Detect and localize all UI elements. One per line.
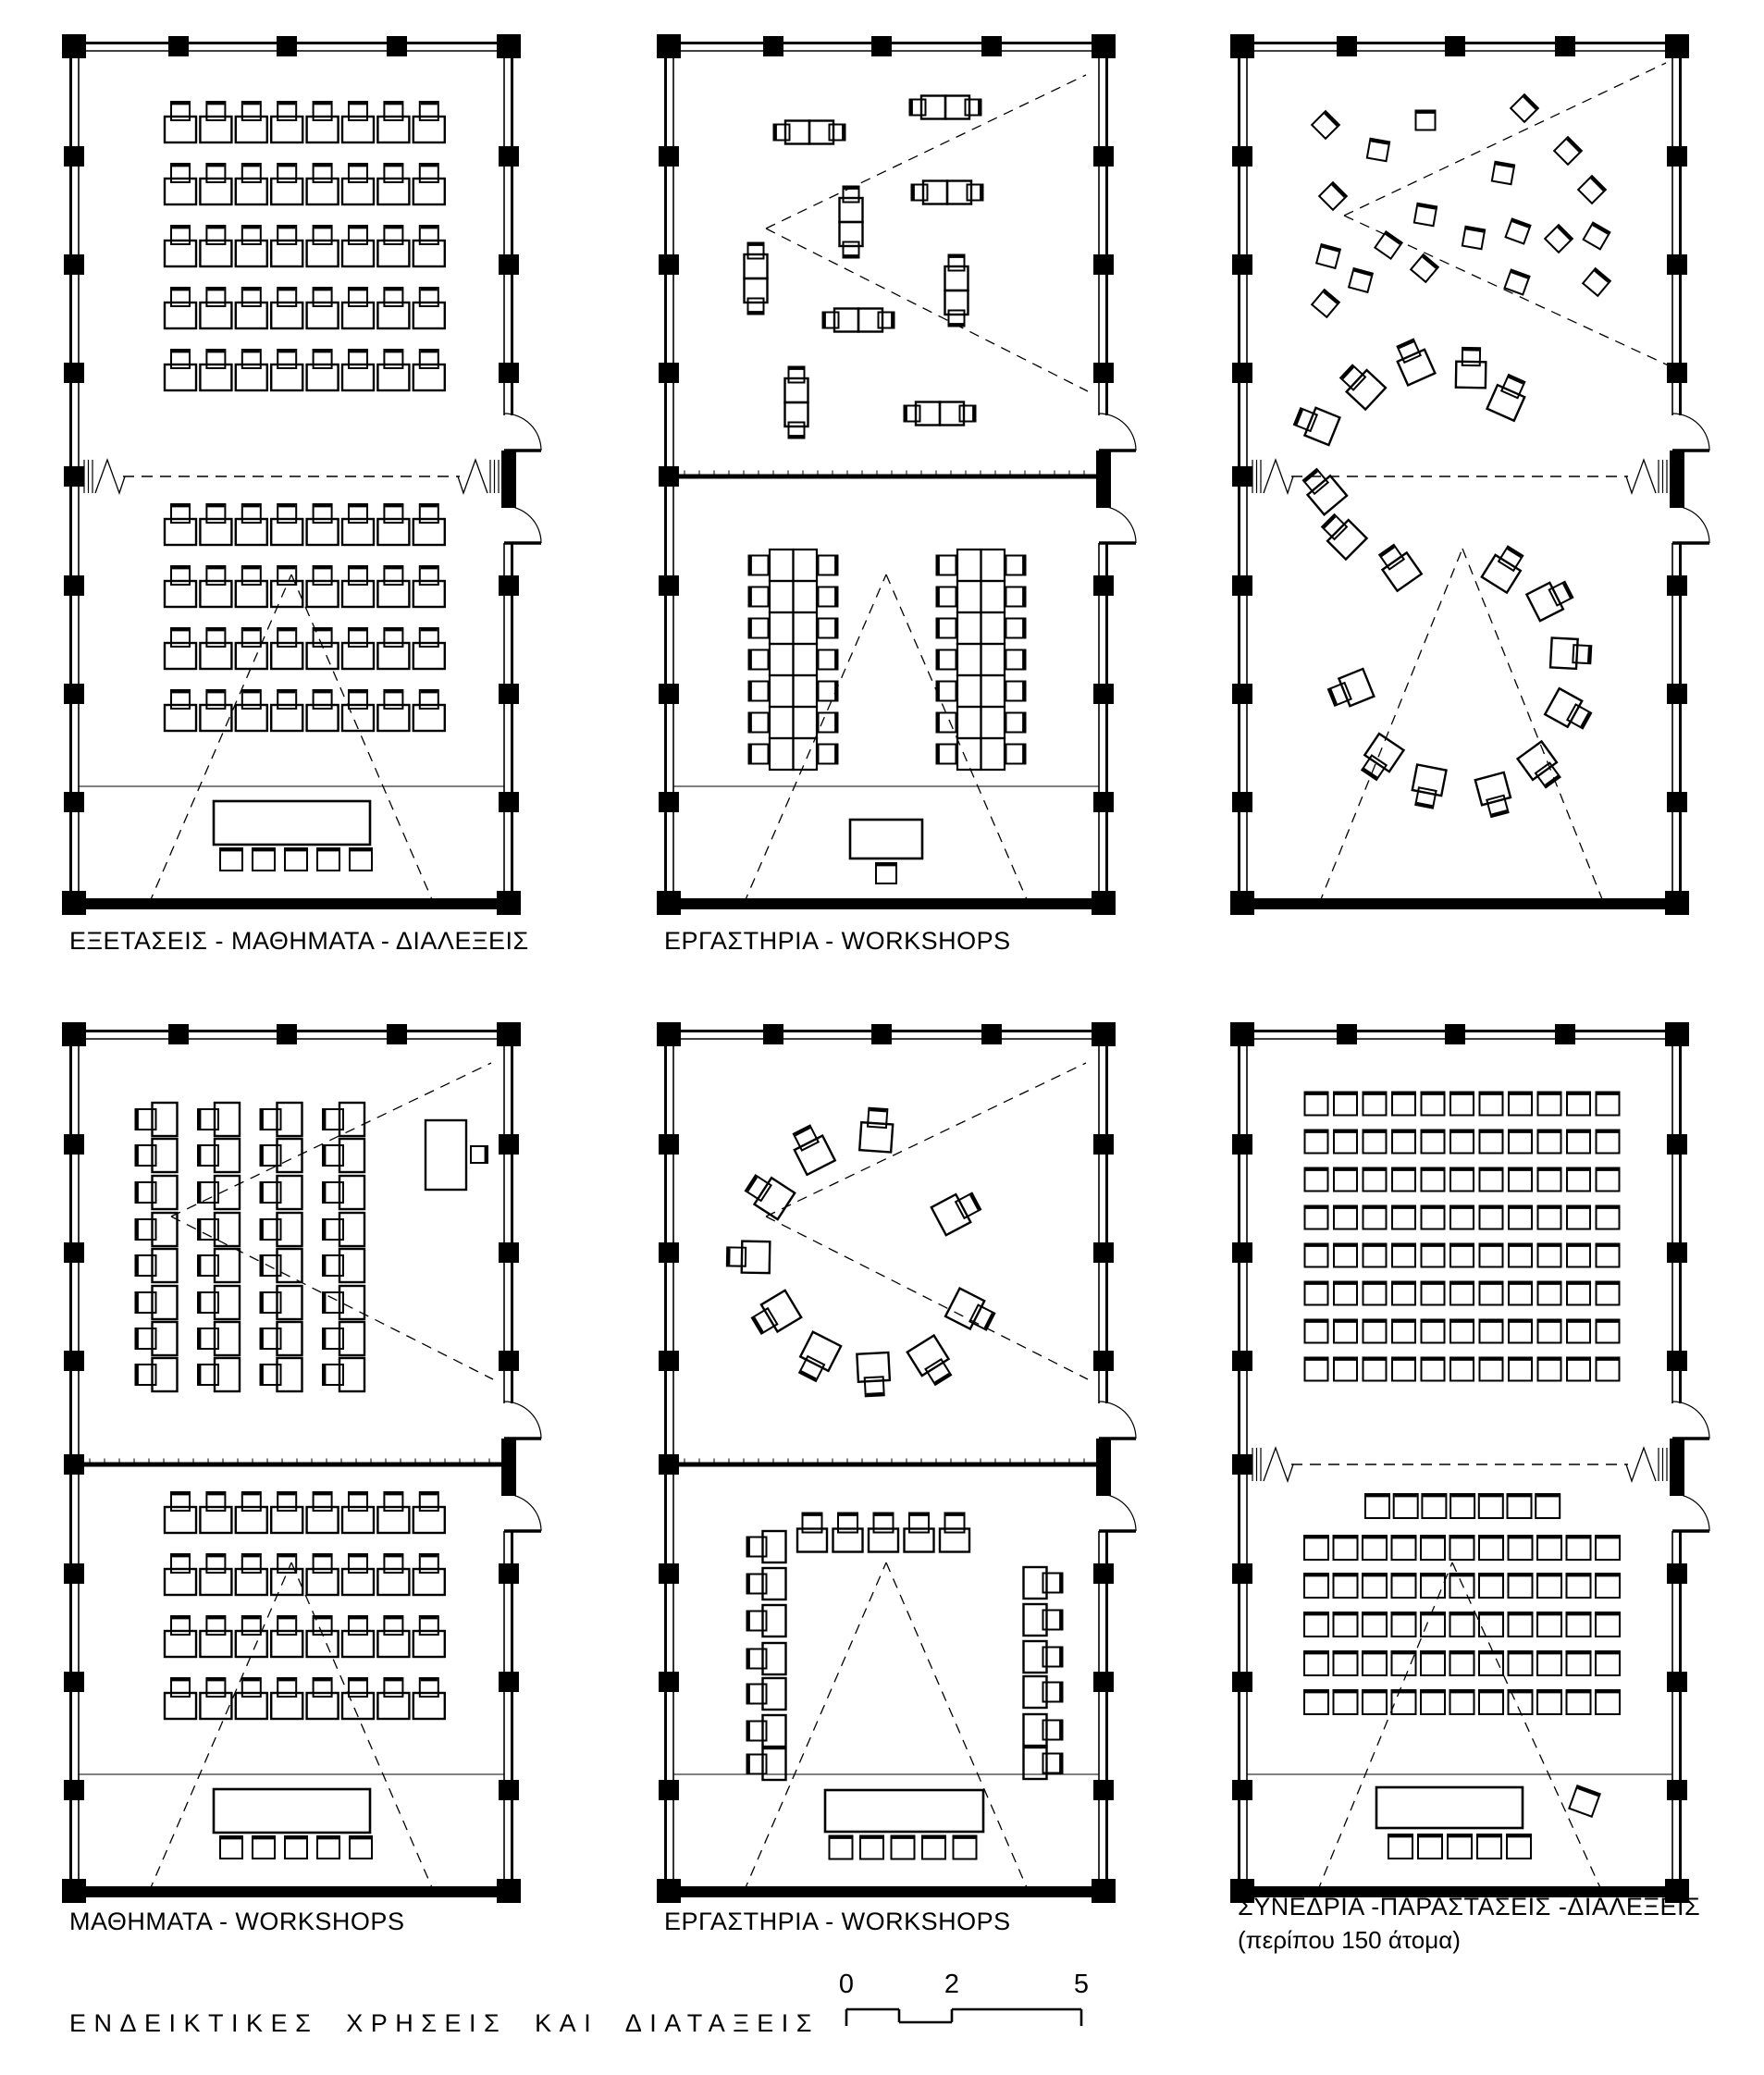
floor-plan-workshops-bottom [653, 1019, 1171, 1910]
floor-plan-open-seating [1227, 31, 1745, 922]
floor-plan-conferences [1227, 1019, 1745, 1910]
plan-label-exams: ΕΞΕΤΑΣΕΙΣ - ΜΑΘΗΜΑΤΑ - ΔΙΑΛΕΞΕΙΣ [69, 927, 529, 955]
svg-text:5: 5 [1073, 1970, 1090, 1999]
plan-label-conferences: ΣΥΝΕΔΡΙΑ -ΠΑΡΑΣΤΑΣΕΙΣ -ΔΙΑΛΕΞΕΙΣ [1238, 1893, 1701, 1921]
floor-plan-drawing [653, 1019, 1171, 1910]
floor-plan-drawing [1227, 1019, 1745, 1910]
plan-label-lessons: ΜΑΘΗΜΑΤΑ - WORKSHOPS [69, 1908, 405, 1935]
floor-plan-drawing [58, 31, 576, 922]
floor-plan-drawing [1227, 31, 1745, 922]
plan-label-workshops-2: ΕΡΓΑΣΤΗΡΙΑ - WORKSHOPS [664, 1908, 1011, 1935]
floor-plan-exams-lessons-lectures [58, 31, 576, 922]
plan-sublabel-capacity: (περίπου 150 άτομα) [1238, 1926, 1461, 1954]
sheet-caption: ΕΝΔΕΙΚΤΙΚΕΣ ΧΡΗΣΕΙΣ ΚΑΙ ΔΙΑΤΑΞΕΙΣ [69, 2009, 820, 2037]
floor-plan-drawing [58, 1019, 576, 1910]
svg-text:2: 2 [944, 1970, 960, 1999]
floor-plan-lessons-workshops [58, 1019, 576, 1910]
scale-bar [837, 1969, 1105, 2043]
plan-label-workshops-1: ΕΡΓΑΣΤΗΡΙΑ - WORKSHOPS [664, 927, 1011, 955]
floor-plan-drawing [653, 31, 1171, 922]
floor-plan-workshops-top [653, 31, 1171, 922]
svg-text:0: 0 [838, 1970, 855, 1999]
